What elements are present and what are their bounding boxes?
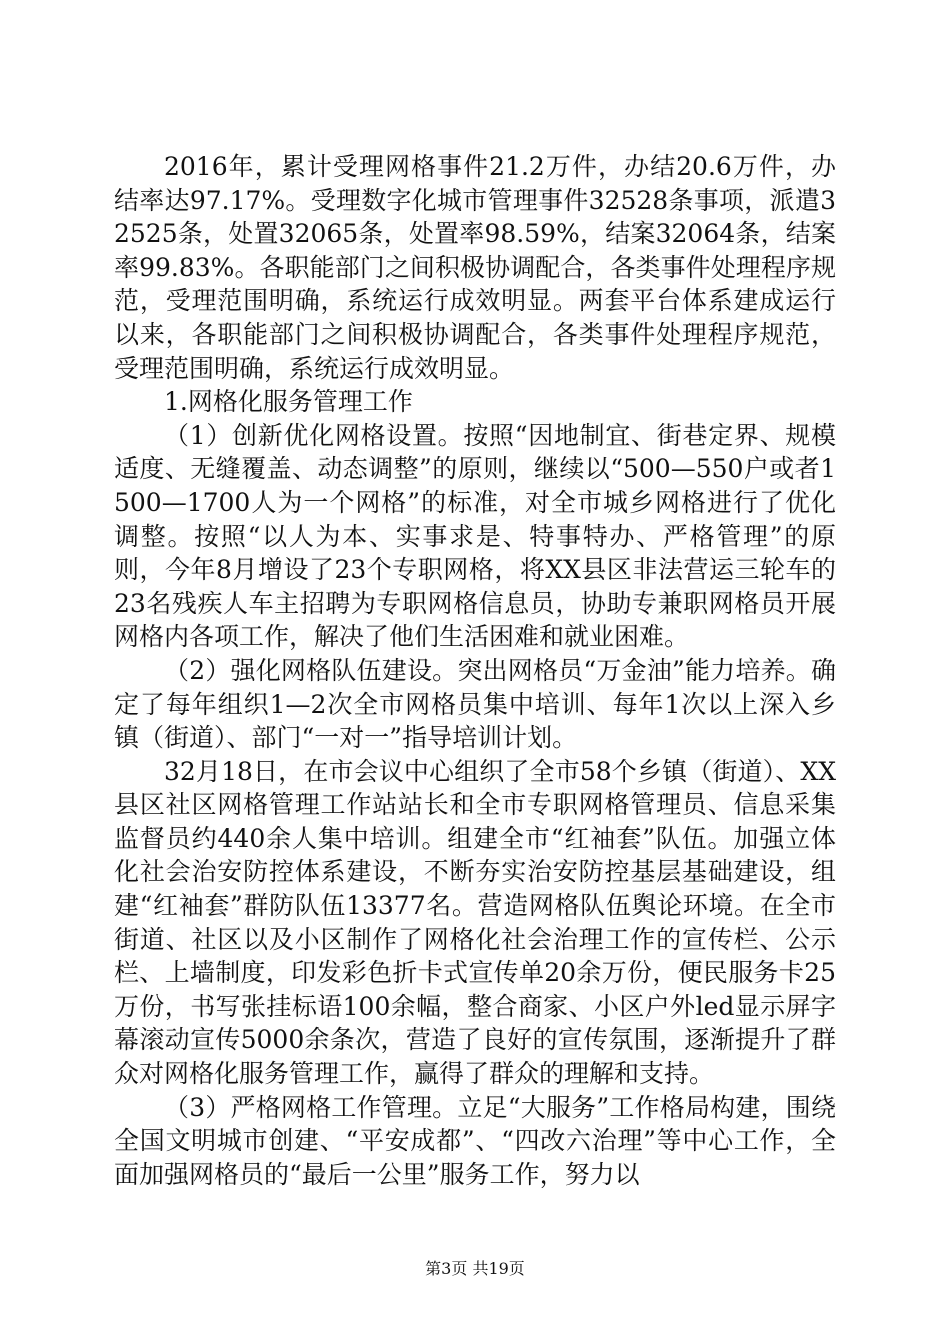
paragraph-training: 32月18日，在市会议中心组织了全市58个乡镇（街道）、XX县区社区网格管理工作站站长和全市专职网格管理员、信息采集监督员约440余人集中培训。组建全市“红袖套”队伍。加强立体化社会治安防控体系建设，不断夯实治安防控基层基础建设，组建“红袖套”群防队伍13377名。营造网格队伍舆论环境。在全市街道、社区以及小区制作了网格化社会治理工作的宣传栏、公示栏、上墙制度，印发彩色折卡式宣传单20余万份，便民服务卡25万份，书写张挂标语100余幅，整合商家、小区户外led显示屏字幕滚动宣传5000余条次，营造了良好的宣传氛围，逐渐提升了群众对网格化服务管理工作，赢得了群众的理解和支持。 [114,756,836,1089]
document-body [114,150,836,1191]
page-footer: 第3页 共19页 [425,1259,525,1278]
paragraph-grid-work-management: （3）严格网格工作管理。立足“大服务”工作格局构建，围绕全国文明城市创建、“平安成都”、“四改六治理”等中心工作，全面加强网格员的“最后一公里”服务工作，努力以 [114,1092,836,1189]
paragraph-summary-2016: 2016年，累计受理网格事件21.2万件，办结20.6万件，办结率达97.17%。受理数字化城市管理事件32528条事项，派遣32525条，处置32065条，处置率98.59%，结案32064条，结案率99.83%。各职能部门之间积极协调配合，各类事件处理程序规范，受理范围明确，系统运行成效明显。两套平台体系建成运行以来，各职能部门之间积极协调配合，各类事件处理程序规范，受理范围明确，系统运行成效明显。 [114,152,836,383]
paragraph-grid-setting: （1）创新优化网格设置。按照“因地制宜、街巷定界、规模适度、无缝覆盖、动态调整”的原则，继续以“500—550户或者1500—1700人为一个网格”的标准，对全市城乡网格进行了优化调整。按照“以人为本、实事求是、特事特办、严格管理”的原则，今年8月增设了23个专职网格，将XX县区非法营运三轮车的23名残疾人车主招聘为专职网格信息员，协助专兼职网格员开展网格内各项工作，解决了他们生活困难和就业困难。 [114,420,836,652]
paragraph-grid-team: （2）强化网格队伍建设。突出网格员“万金油”能力培养。确定了每年组织1—2次全市网格员集中培训、每年1次以上深入乡镇（街道）、部门“一对一”指导培训计划。 [114,655,836,753]
section-heading-grid-management: 1.网格化服务管理工作 [164,387,413,417]
